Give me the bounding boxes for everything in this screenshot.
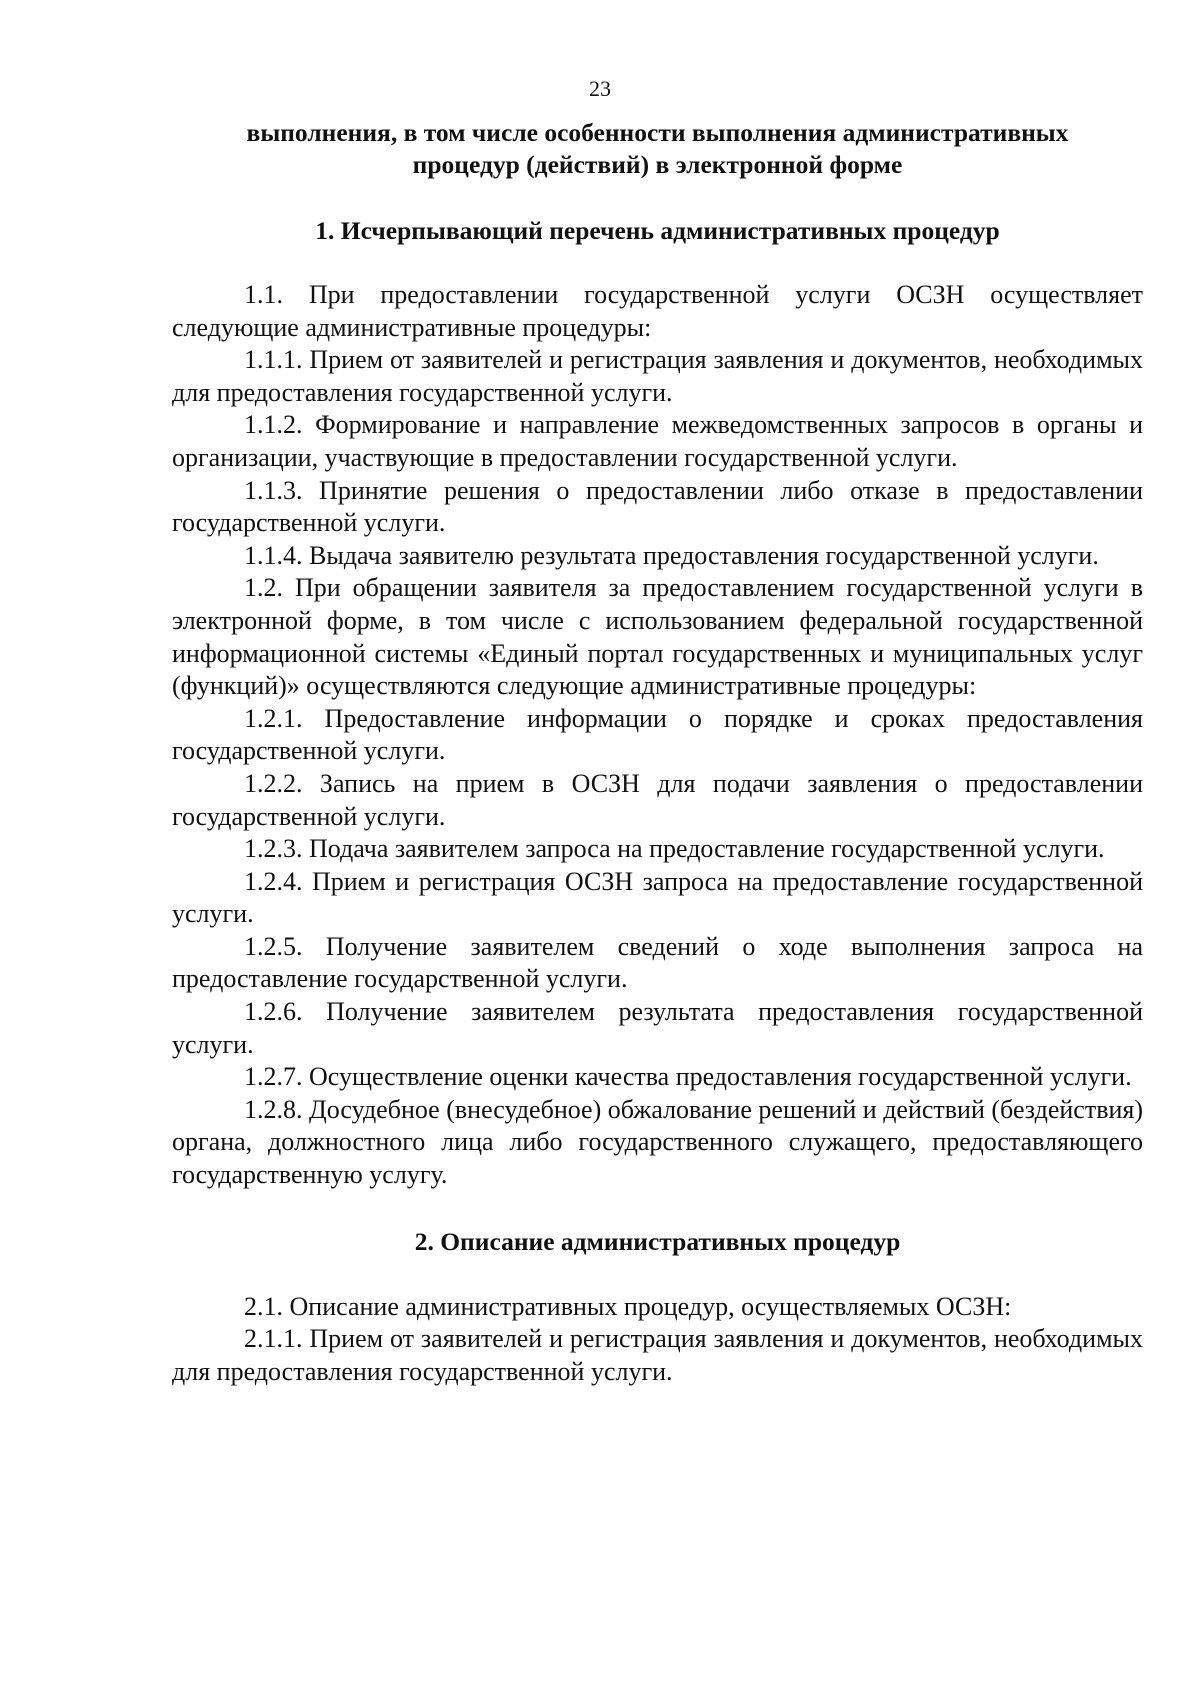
paragraph-2-1-1: 2.1.1. Прием от заявителей и регистрация заявления и документов, необходимых для предоставления государственной услуги. <box>172 1324 1143 1386</box>
paragraph-1-2: 1.2. При обращении заявителя за предоставлением государственной услуги в электронной форме, в том числе с использованием федеральной государственной информационной системы «Единый портал государственных и муниципальных услуг (функций)» осуществляются следующие административные процедуры: <box>172 573 1143 701</box>
paragraph-1-2-4: 1.2.4. Прием и регистрация ОСЗН запроса на предоставление государственной услуги. <box>172 866 1143 929</box>
section-1-body <box>172 279 1143 1192</box>
paragraph-1-2-1: 1.2.1. Предоставление информации о порядке и сроках предоставления государственной услуги. <box>172 703 1143 766</box>
paragraph-1-2-2: 1.2.2. Запись на прием в ОСЗН для подачи заявления о предоставлении государственной услуги. <box>172 768 1143 831</box>
paragraph-2-1: 2.1. Описание административных процедур, осуществляемых ОСЗН: <box>244 1291 1012 1321</box>
paragraph-1-2-3: 1.2.3. Подача заявителем запроса на предоставление государственной услуги. <box>244 834 1105 864</box>
paragraph-1-1-2: 1.1.2. Формирование и направление межведомственных запросов в органы и организации, участвующие в предоставлении государственной услуги. <box>172 410 1143 472</box>
section-2-title: 2. Описание административных процедур <box>414 1226 901 1256</box>
intro-heading-line: выполнения, в том числе особенности выполнения административных <box>246 118 1069 147</box>
paragraph-1-2-8: 1.2.8. Досудебное (внесудебное) обжалование решений и действий (бездействия) органа, должностного лица либо государственного служащего, предоставляющего государственную услугу. <box>172 1094 1143 1190</box>
section-2-body <box>172 1291 1143 1389</box>
intro-heading-line: процедур (действий) в электронной форме <box>412 150 903 179</box>
section-1-title: 1. Исчерпывающий перечень административных процедур <box>315 216 1000 245</box>
intro-heading <box>172 117 1143 181</box>
paragraph-1-1-1: 1.1.1. Прием от заявителей и регистрация заявления и документов, необходимых для предоставления государственной услуги. <box>172 345 1143 407</box>
paragraph-1-1-3: 1.1.3. Принятие решения о предоставлении либо отказе в предоставлении государственной услуги. <box>172 475 1143 538</box>
paragraph-1-2-5: 1.2.5. Получение заявителем сведений о ходе выполнения запроса на предоставление государственной услуги. <box>172 931 1143 994</box>
page-number: 23 <box>589 76 611 101</box>
paragraph-1-2-7: 1.2.7. Осуществление оценки качества предоставления государственной услуги. <box>244 1062 1132 1092</box>
paragraph-1-1: 1.1. При предоставлении государственной услуги ОСЗН осуществляет следующие административные процедуры: <box>172 280 1143 342</box>
paragraph-1-1-4: 1.1.4. Выдача заявителю результата предоставления государственной услуги. <box>244 540 1099 570</box>
document-body <box>172 117 1143 1388</box>
paragraph-1-2-6: 1.2.6. Получение заявителем результата предоставления государственной услуги. <box>172 997 1143 1059</box>
